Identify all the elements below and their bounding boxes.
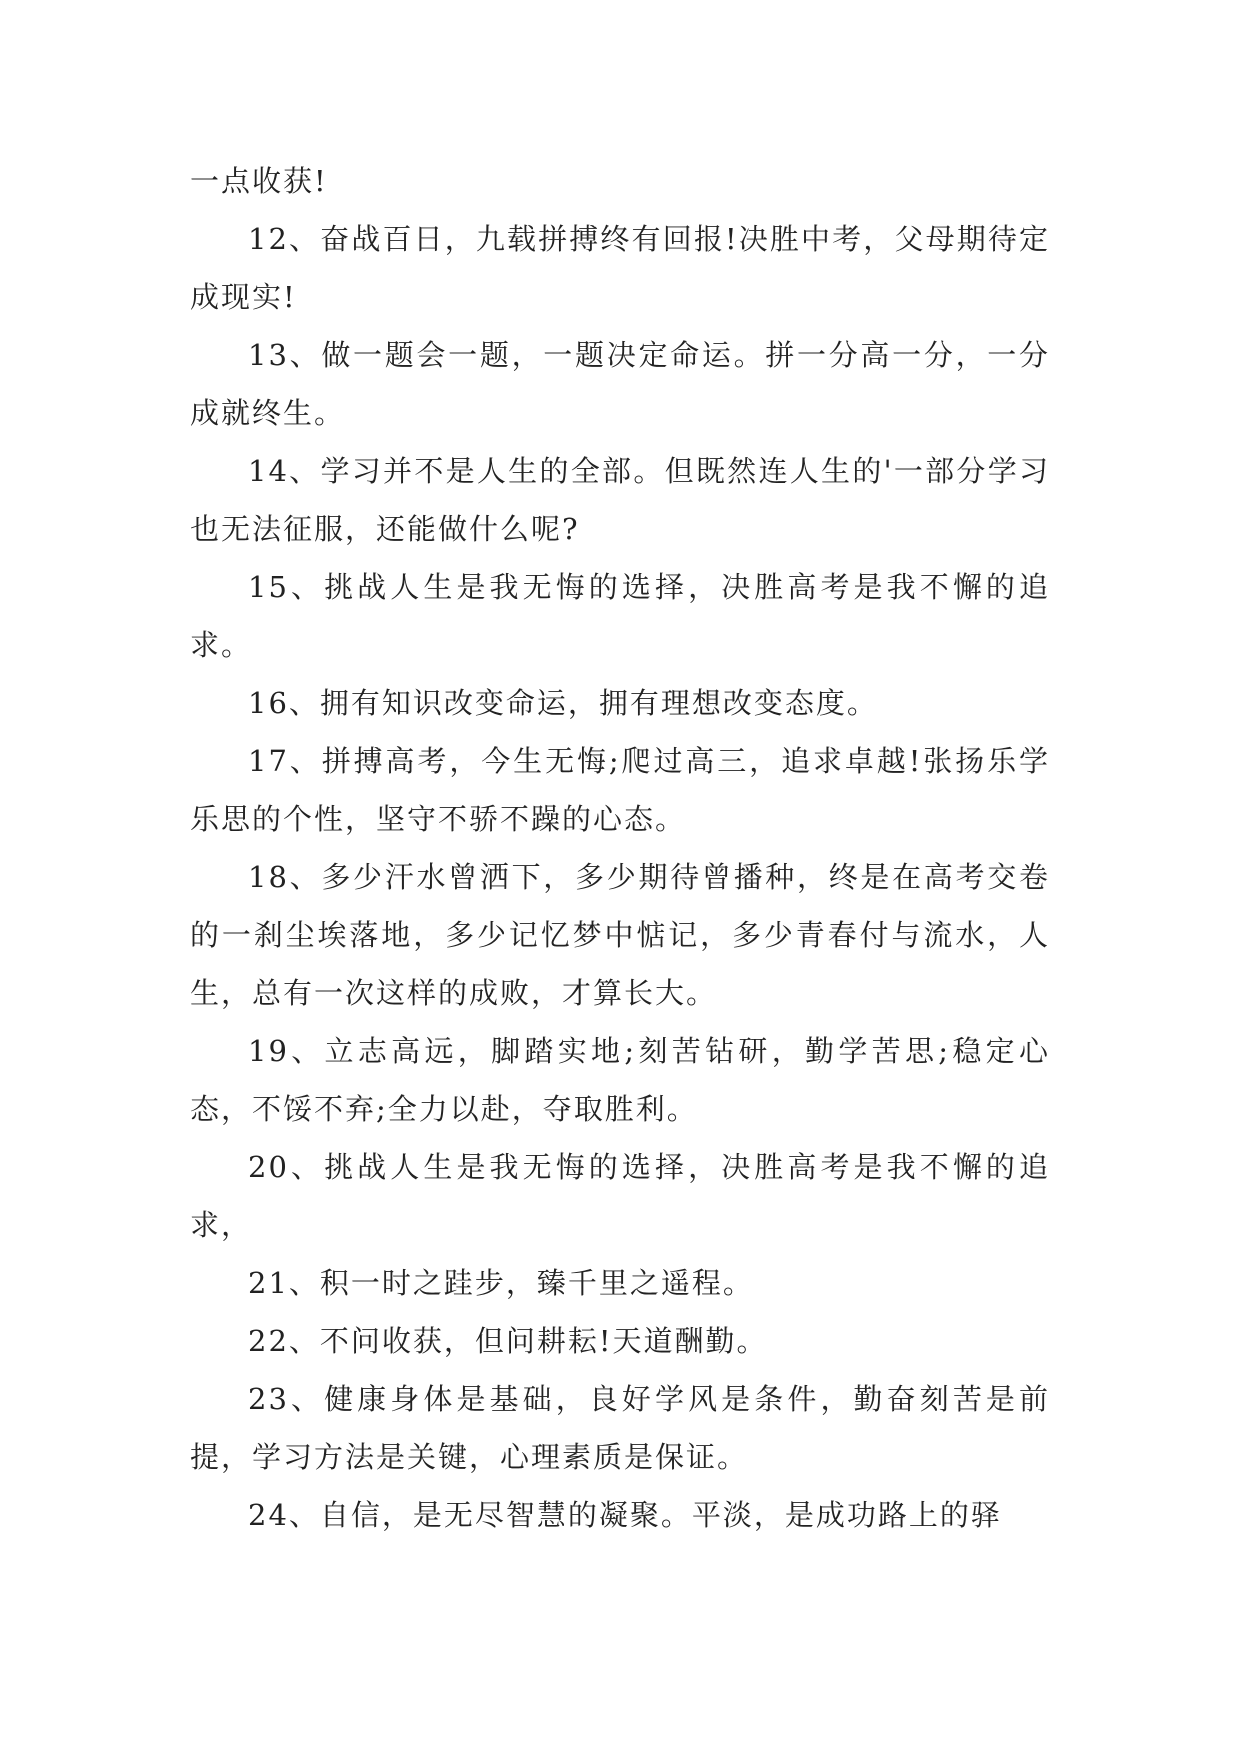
document-body — [190, 152, 1050, 1544]
paragraph-13: 13、做一题会一题，一题决定命运。拼一分高一分，一分成就终生。 — [190, 338, 1050, 430]
paragraph-17: 17、拼搏高考，今生无悔;爬过高三，追求卓越!张扬乐学乐思的个性，坚守不骄不躁的心态。 — [190, 744, 1050, 836]
paragraph-14: 14、学习并不是人生的全部。但既然连人生的'一部分学习也无法征服，还能做什么呢? — [190, 454, 1050, 546]
paragraph-15: 15、挑战人生是我无悔的选择，决胜高考是我不懈的追求。 — [190, 570, 1050, 662]
paragraph-20: 20、挑战人生是我无悔的选择，决胜高考是我不懈的追求， — [190, 1150, 1050, 1242]
paragraph-23: 23、健康身体是基础，良好学风是条件，勤奋刻苦是前提，学习方法是关键，心理素质是保证。 — [190, 1382, 1050, 1474]
paragraph-21: 21、积一时之跬步，臻千里之遥程。 — [248, 1266, 754, 1300]
paragraph-12: 12、奋战百日，九载拼搏终有回报!决胜中考，父母期待定成现实! — [190, 222, 1050, 314]
paragraph-continuation: 一点收获! — [190, 164, 328, 198]
paragraph-16: 16、拥有知识改变命运，拥有理想改变态度。 — [248, 686, 878, 720]
paragraph-24: 24、自信，是无尽智慧的凝聚。平淡，是成功路上的驿 — [248, 1498, 1002, 1532]
paragraph-19: 19、立志高远，脚踏实地;刻苦钻研，勤学苦思;稳定心态，不馁不弃;全力以赴，夺取胜利。 — [190, 1034, 1050, 1126]
paragraph-22: 22、不问收获，但问耕耘!天道酬勤。 — [248, 1324, 768, 1358]
paragraph-18: 18、多少汗水曾洒下，多少期待曾播种，终是在高考交卷的一刹尘埃落地，多少记忆梦中惦记，多少青春付与流水，人生，总有一次这样的成败，才算长大。 — [190, 860, 1050, 1010]
